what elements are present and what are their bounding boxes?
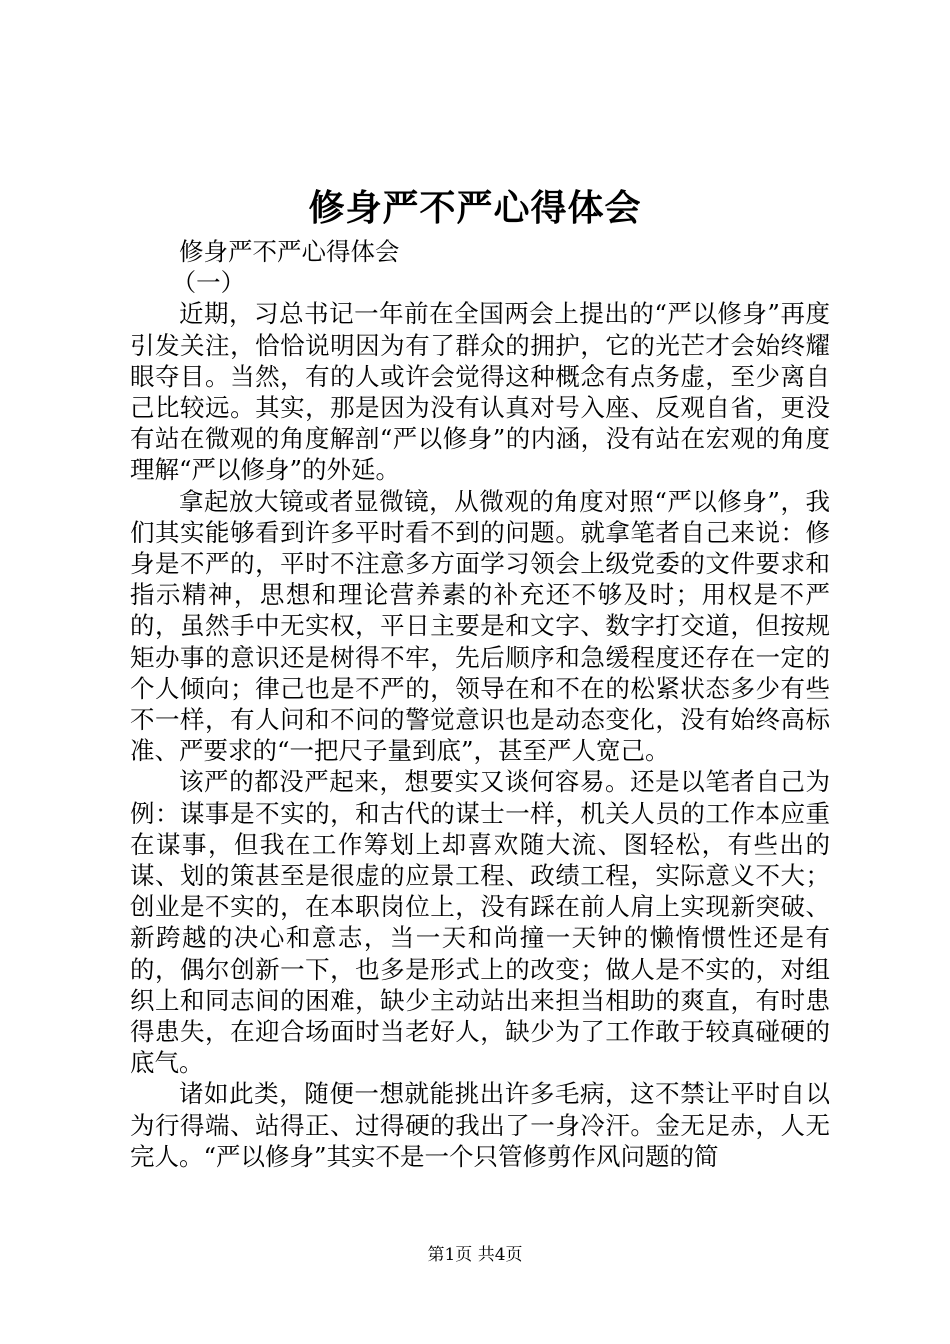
document-subtitle: 修身严不严心得体会 — [179, 237, 400, 266]
paragraph: 拿起放大镜或者显微镜，从微观的角度对照“严以修身”，我们其实能够看到许多平时看不到的问题。就拿笔者自己来说：修身是不严的，平时不注意多方面学习领会上级党委的文件要求和指示精神，思想和理论营养素的补充还不够及时；用权是不严的，虽然手中无实权，平日主要是和文字、数字打交道，但按规矩办事的意识还是树得不牢，先后顺序和急缓程度还存在一定的个人倾向；律己也是不严的，领导在和不在的松紧状态多少有些不一样，有人问和不问的警觉意识也是动态变化，没有始终高标准、严要求的“一把尺子量到底”，甚至严人宽己。 — [130, 486, 830, 766]
document-body — [130, 236, 830, 1172]
paragraph: 近期，习总书记一年前在全国两会上提出的“严以修身”再度引发关注，恰恰说明因为有了群众的拥护，它的光芒才会始终耀眼夺目。当然，有的人或许会觉得这种概念有点务虚，至少离自己比较远。其实，那是因为没有认真对号入座、反观自省，更没有站在微观的角度解剖“严以修身”的内涵，没有站在宏观的角度理解“严以修身”的外延。 — [130, 299, 830, 485]
page-footer: 第1页 共4页 — [427, 1245, 523, 1265]
paragraph: 诸如此类，随便一想就能挑出许多毛病，这不禁让平时自以为行得端、站得正、过得硬的我出了一身冷汗。金无足赤，人无完人。“严以修身”其实不是一个只管修剪作风问题的简 — [130, 1079, 830, 1171]
section-number: （一） — [171, 268, 246, 298]
document-title: 修身严不严心得体会 — [308, 187, 642, 229]
paragraph: 该严的都没严起来，想要实又谈何容易。还是以笔者自己为例：谋事是不实的，和古代的谋士一样，机关人员的工作本应重在谋事，但我在工作筹划上却喜欢随大流、图轻松，有些出的谋、划的策甚至是很虚的应景工程、政绩工程，实际意义不大；创业是不实的，在本职岗位上，没有踩在前人肩上实现新突破、新跨越的决心和意志，当一天和尚撞一天钟的懒惰惯性还是有的，偶尔创新一下，也多是形式上的改变；做人是不实的，对组织上和同志间的困难，缺少主动站出来担当相助的爽直，有时患得患失，在迎合场面时当老好人，缺少为了工作敢于较真碰硬的底气。 — [130, 767, 830, 1078]
